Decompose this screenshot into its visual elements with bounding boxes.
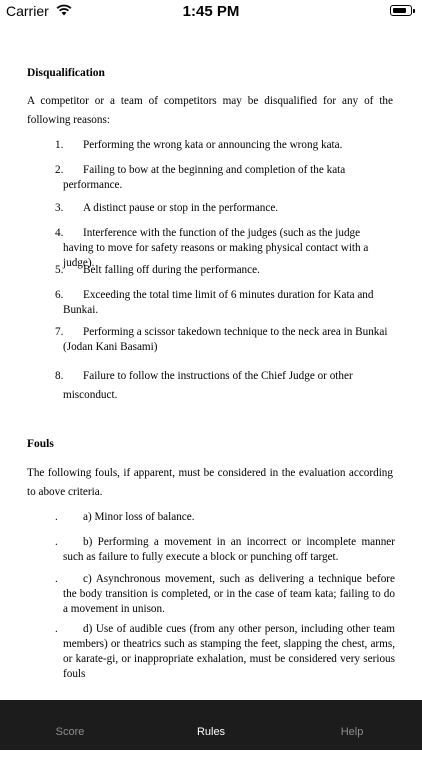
list-item: . a) Minor loss of balance. (55, 511, 195, 523)
list-item: 3. A distinct pause or stop in the performance. (55, 202, 279, 214)
tab-score[interactable]: Score (55, 726, 85, 738)
tab-help[interactable]: Help (340, 726, 364, 738)
fouls-heading: Fouls (27, 438, 54, 450)
disqualification-intro: A competitor or a team of competitors may be disqualified for any of the following reasons: (27, 95, 393, 126)
list-item: 1. Performing the wrong kata or announcing the wrong kata. (55, 139, 343, 151)
list-item: . d) Use of audible cues (from any other person, including other team members) or theatrics such as stamping the feet, slapping the chest, arms, or karate-gi, or inappropriate exhalation, must be considered very serious fouls (55, 623, 395, 681)
list-item: . b) Performing a movement in an incorrect or incomplete manner such as failure to fully execute a block or punching off target. (55, 536, 395, 564)
list-item: . c) Asynchronous movement, such as delivering a technique before the body transition is completed, or in the case of team kata; failing to do a movement in unison. (55, 573, 395, 616)
list-item: 4. Interference with the function of the judges (such as the judge having to move for safety reasons or making physical contact with a judge). (55, 227, 369, 270)
disqualification-heading: Disqualification (27, 67, 105, 79)
fouls-intro: The following fouls, if apparent, must be considered in the evaluation according to above criteria. (27, 467, 393, 498)
status-time: 1:45 PM (182, 3, 240, 20)
list-item: 7. Performing a scissor takedown technique to the neck area in Bunkai (Jodan Kani Basami) (55, 326, 388, 354)
list-item: 8. Failure to follow the instructions of the Chief Judge or other misconduct. (55, 370, 353, 401)
list-item: 2. Failing to bow at the beginning and completion of the kata performance. (55, 164, 346, 192)
list-item: 5. Belt falling off during the performance. (55, 264, 260, 276)
tab-rules[interactable]: Rules (196, 726, 226, 738)
rules-content[interactable] (0, 24, 422, 700)
tab-bar (0, 700, 422, 750)
carrier-label: Carrier (6, 3, 49, 19)
battery-icon (390, 5, 412, 16)
list-item: 6. Exceeding the total time limit of 6 minutes duration for Kata and Bunkai. (55, 289, 374, 317)
status-bar (0, 0, 422, 24)
